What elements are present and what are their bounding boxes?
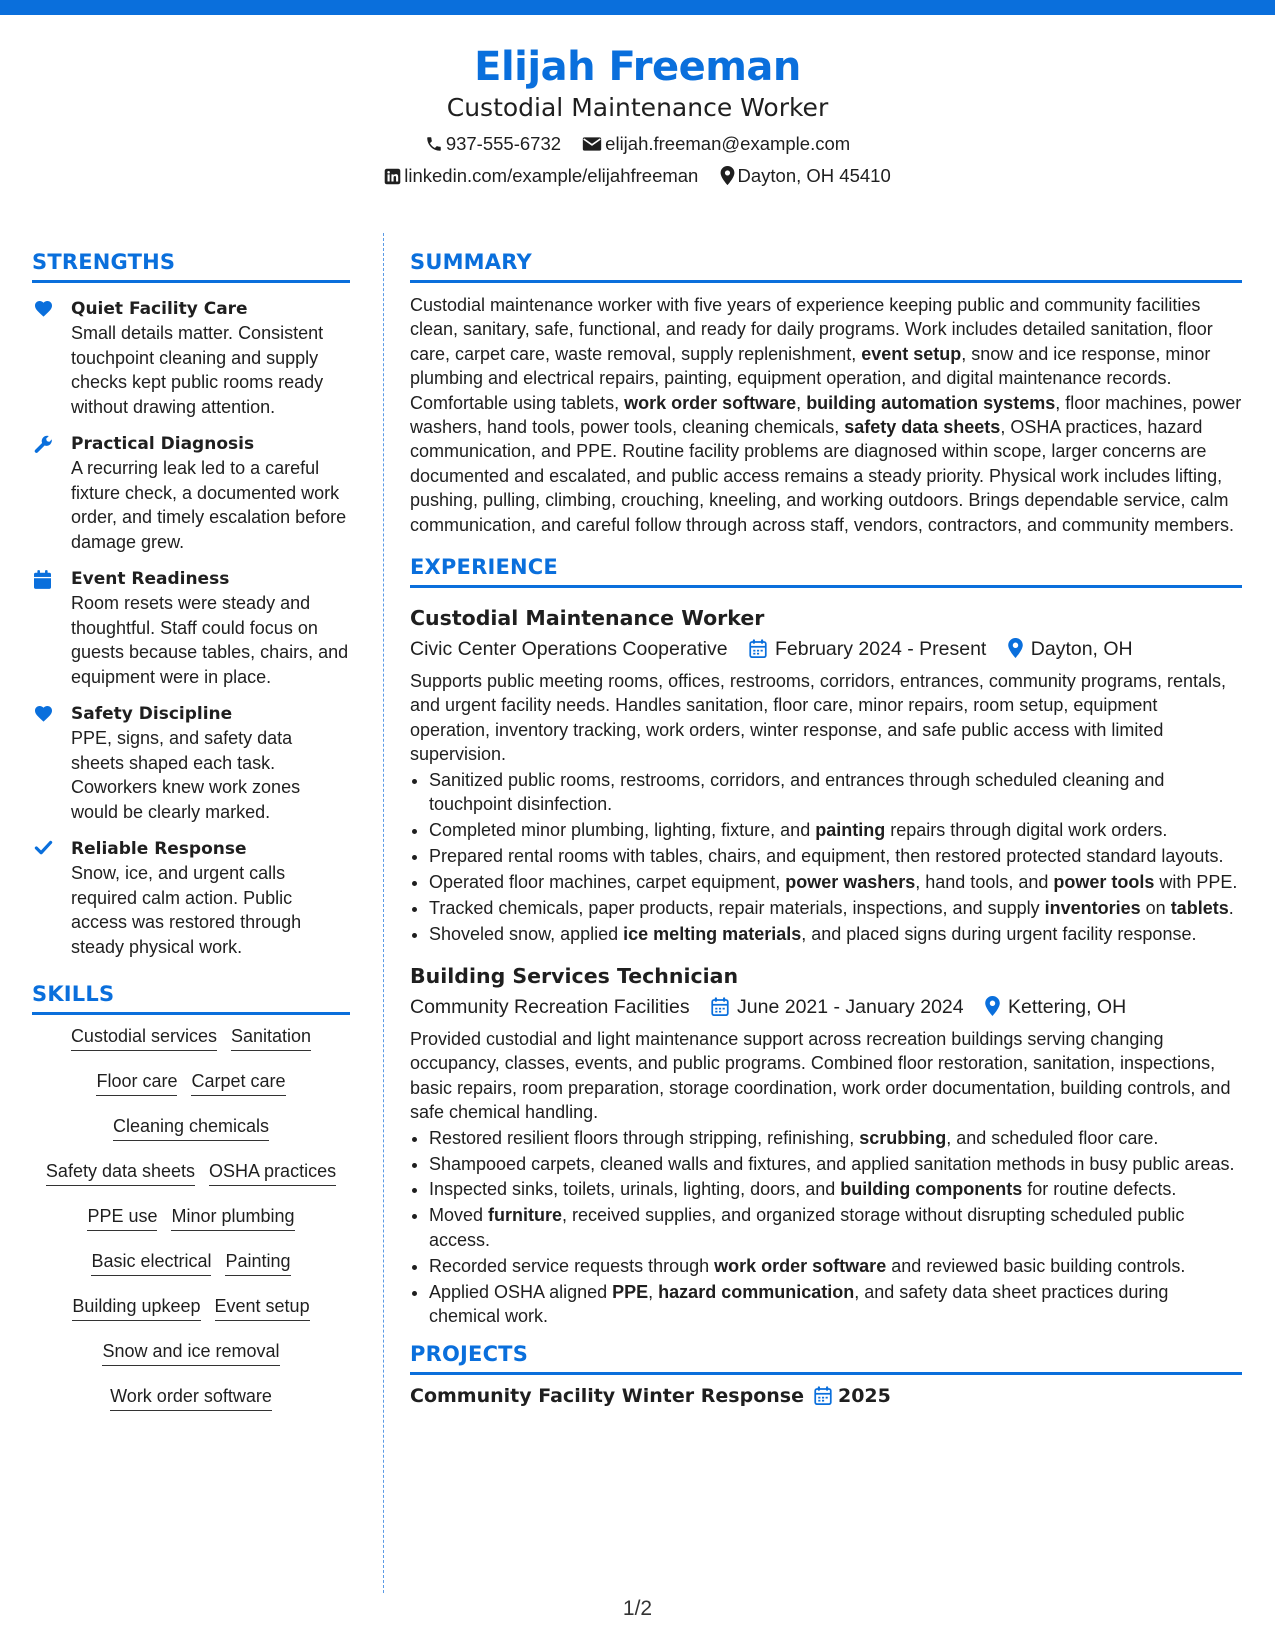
strength-title: Quiet Facility Care (71, 299, 248, 319)
contact-row-2 (0, 165, 1275, 187)
skill-tag: Work order software (110, 1385, 272, 1411)
envelope-icon (582, 135, 602, 153)
bullet-item: • Moved furniture, received supplies, and organized storage without disrupting scheduled public access. (429, 1203, 1242, 1252)
skill-tag: Event setup (215, 1295, 310, 1321)
project-title: Community Facility Winter Response (410, 1384, 804, 1407)
job-location: Dayton, OH (1008, 638, 1133, 661)
skill-tag: Building upkeep (72, 1295, 200, 1321)
phone-icon (425, 135, 443, 153)
bullet-item: • Tracked chemicals, paper products, repair materials, inspections, and supply inventories on tablets. (429, 896, 1242, 920)
projects-heading: PROJECTS (410, 1342, 1242, 1375)
check-icon (34, 840, 53, 861)
strength-desc: Small details matter. Consistent touchpoint cleaning and supply checks kept public rooms ready without drawing attention. (71, 323, 324, 417)
column-divider (383, 233, 384, 1593)
summary-text: Custodial maintenance worker with five years of experience keeping public and community facilities clean, sanitary, safe, functional, and ready for daily programs. Work includes detailed sanitation, floor care, carpet care, waste removal, supply replenishment, event setup, snow and ice response, minor plumbing and electrical repairs, painting, equipment operation, and digital maintenance records. Comfortable using tablets, work order software, building automation systems, floor machines, power washers, hand tools, power tools, cleaning chemicals, safety data sheets, OSHA practices, hazard communication, and PPE. Routine facility problems are diagnosed within scope, larger concerns are documented and escalated, and public access remains a steady priority. Physical work includes lifting, pushing, pulling, climbing, crouching, kneeling, and working outdoors. Brings dependable service, calm communication, and careful follow through across staff, vendors, contractors, and community members. (410, 295, 1242, 535)
heart-icon (34, 300, 53, 322)
email-text: elijah.freeman@example.com (605, 133, 851, 154)
calendar-icon (814, 1386, 832, 1405)
strength-item (32, 567, 350, 689)
experience-heading: EXPERIENCE (410, 555, 1242, 588)
bullet-item: • Operated floor machines, carpet equipment, power washers, hand tools, and power tools with PPE. (429, 870, 1242, 894)
location-contact (720, 165, 891, 187)
candidate-name: Elijah Freeman (474, 44, 801, 90)
job-entry (410, 606, 1242, 946)
contact-row-1 (0, 133, 1275, 155)
summary-heading: SUMMARY (410, 250, 1242, 283)
email-contact[interactable] (582, 133, 850, 155)
skill-tag: Sanitation (231, 1025, 311, 1051)
strength-title: Event Readiness (71, 569, 230, 589)
linkedin-contact[interactable] (384, 165, 698, 187)
skills-heading: SKILLS (32, 982, 350, 1015)
job-bullets (410, 768, 1242, 946)
calendar-icon (34, 570, 51, 594)
job-dates: June 2021 - January 2024 (711, 996, 964, 1019)
skill-tag: Carpet care (191, 1070, 285, 1096)
bullet-item: • Shampooed carpets, cleaned walls and fixtures, and applied sanitation methods in busy public areas. (429, 1152, 1242, 1176)
skill-tag: PPE use (87, 1205, 157, 1231)
bullet-item: • Restored resilient floors through stripping, refinishing, scrubbing, and scheduled floor care. (429, 1126, 1242, 1150)
skill-tag: Custodial services (71, 1025, 217, 1051)
candidate-title: Custodial Maintenance Worker (446, 93, 829, 122)
strength-desc: Room resets were steady and thoughtful. Staff could focus on guests because tables, chairs, and equipment were in place. (71, 593, 349, 687)
strength-desc: Snow, ice, and urgent calls required calm action. Public access was restored through steady physical work. (71, 863, 302, 957)
job-dates: February 2024 - Present (749, 638, 986, 661)
job-bullets (410, 1126, 1242, 1329)
strengths-heading: STRENGTHS (32, 250, 350, 283)
job-meta (410, 638, 1242, 661)
strength-item (32, 702, 350, 824)
job-location: Kettering, OH (985, 996, 1126, 1019)
bullet-item: • Prepared rental rooms with tables, chairs, and equipment, then restored protected standard layouts. (429, 844, 1242, 868)
project-year: 2025 (837, 1384, 891, 1407)
job-title: Custodial Maintenance Worker (410, 606, 765, 631)
map-pin-icon (1008, 638, 1023, 658)
project-entry (410, 1385, 1242, 1407)
strength-item (32, 837, 350, 959)
strength-item (32, 297, 350, 419)
phone-contact[interactable] (425, 133, 561, 155)
skill-tag: OSHA practices (209, 1160, 336, 1186)
skills-list (32, 1025, 350, 1430)
top-accent-bar (0, 0, 1275, 15)
bullet-item: • Inspected sinks, toilets, urinals, lighting, doors, and building components for routine defects. (429, 1177, 1242, 1201)
right-column (410, 250, 1242, 1407)
bullet-item: • Applied OSHA aligned PPE, hazard communication, and safety data sheet practices during chemical work. (429, 1280, 1242, 1329)
job-company: Civic Center Operations Cooperative (410, 638, 728, 661)
bullet-item: • Recorded service requests through work order software and reviewed basic building controls. (429, 1254, 1242, 1278)
bullet-item: • Sanitized public rooms, restrooms, corridors, and entrances through scheduled cleaning and touchpoint disinfection. (429, 768, 1242, 817)
wrench-icon (34, 435, 53, 459)
strength-title: Reliable Response (71, 839, 247, 859)
strength-desc: PPE, signs, and safety data sheets shaped each task. Coworkers knew work zones would be clearly marked. (71, 728, 301, 822)
strength-title: Safety Discipline (71, 704, 233, 724)
skill-tag: Cleaning chemicals (113, 1115, 269, 1141)
skill-tag: Snow and ice removal (102, 1340, 279, 1366)
job-meta (410, 996, 1242, 1019)
job-description: Supports public meeting rooms, offices, restrooms, corridors, entrances, community programs, rentals, and urgent facility needs. Handles sanitation, floor care, minor repairs, room setup, equipment operation, inventory tracking, work orders, winter response, and safe public access with limited supervision. (410, 671, 1226, 765)
job-entry (410, 964, 1242, 1328)
skill-tag: Safety data sheets (46, 1160, 195, 1186)
map-pin-icon (985, 996, 1000, 1016)
bullet-item: • Shoveled snow, applied ice melting materials, and placed signs during urgent facility response. (429, 922, 1242, 946)
location-text: Dayton, OH 45410 (737, 165, 891, 186)
job-description: Provided custodial and light maintenance support across recreation buildings serving changing occupancy, classes, events, and public programs. Combined floor restoration, sanitation, inspections, basic repairs, room preparation, storage coordination, work order documentation, building controls, and safe chemical handling. (410, 1029, 1231, 1123)
skill-tag: Floor care (96, 1070, 177, 1096)
skill-tag: Minor plumbing (171, 1205, 294, 1231)
calendar-icon (749, 639, 767, 658)
strength-desc: A recurring leak led to a careful fixture check, a documented work order, and timely escalation before damage grew. (71, 458, 347, 552)
linkedin-icon (384, 168, 401, 185)
calendar-icon (711, 997, 729, 1016)
strength-title: Practical Diagnosis (71, 434, 255, 454)
heart-icon (34, 705, 53, 727)
linkedin-text: linkedin.com/example/elijahfreeman (404, 165, 699, 186)
skill-tag: Painting (225, 1250, 290, 1276)
bullet-item: • Completed minor plumbing, lighting, fixture, and painting repairs through digital work orders. (429, 818, 1242, 842)
left-column (32, 250, 350, 1430)
phone-text: 937-555-6732 (445, 133, 562, 154)
skill-tag: Basic electrical (91, 1250, 211, 1276)
job-title: Building Services Technician (410, 964, 739, 989)
map-pin-icon (720, 166, 735, 185)
page-number: 1/2 (622, 1597, 653, 1620)
job-company: Community Recreation Facilities (410, 996, 690, 1019)
strength-item (32, 432, 350, 554)
